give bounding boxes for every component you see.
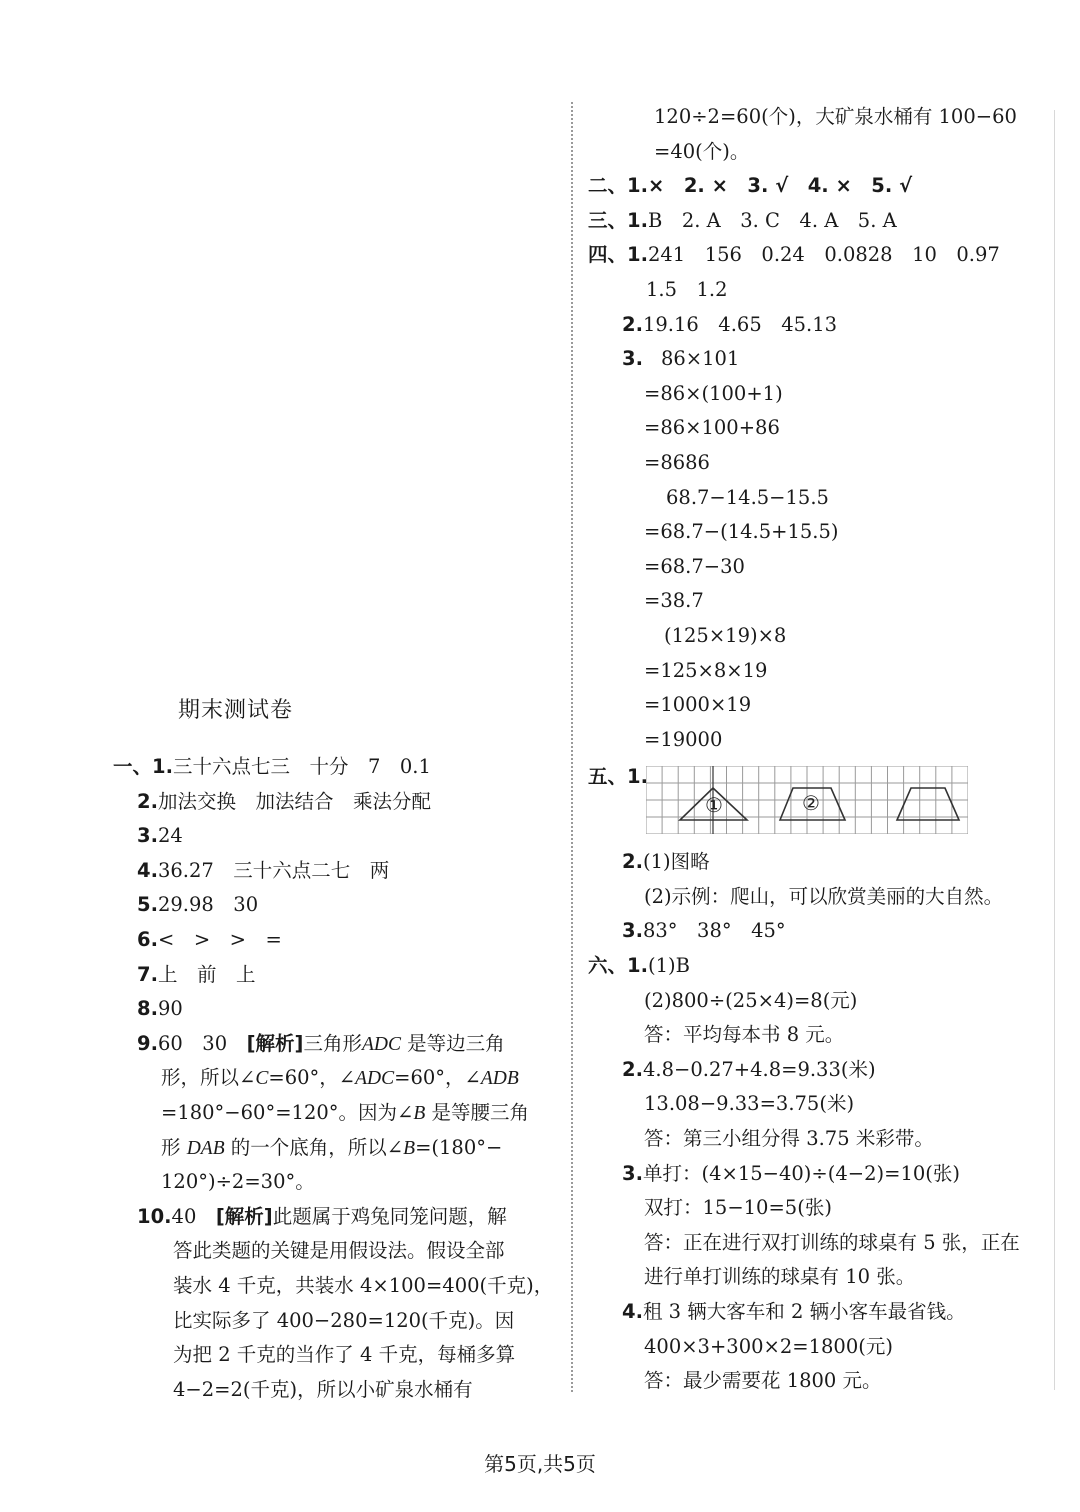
- math-var: DAB: [186, 1137, 225, 1159]
- answer-line: [113, 1061, 563, 1096]
- section-label: 四、1.: [588, 243, 648, 267]
- answer-line: [588, 273, 1053, 308]
- answer-line: [588, 949, 1053, 984]
- left-column: [113, 750, 563, 1407]
- answer-line: [588, 619, 1053, 654]
- answer-line: [588, 169, 1053, 204]
- calc-step: =68.7−(14.5+15.5): [644, 520, 839, 544]
- answer-line: [113, 1234, 563, 1269]
- analysis-text: 120÷2=60(个)，大矿泉水桶有 100−60: [654, 105, 1017, 128]
- analysis-text: =180°−60°=120°。因为∠: [161, 1100, 414, 1124]
- answer-text: 60 30: [157, 1031, 247, 1055]
- answer-line: [113, 1096, 563, 1131]
- math-var: ADC: [361, 1033, 401, 1055]
- answer-line: [588, 515, 1053, 550]
- page-edge-line: [1054, 110, 1055, 1390]
- answer-line: [588, 654, 1053, 689]
- answer-line: [588, 1191, 1053, 1226]
- answer-text: 答：第三小组分得 3.75 米彩带。: [644, 1127, 934, 1151]
- answer-text: 答：最少需要花 1800 元。: [644, 1369, 882, 1393]
- answer-line: [588, 1157, 1053, 1192]
- answer-text: 36.27 三十六点二七 两: [157, 858, 390, 882]
- calc-step: =1000×19: [644, 693, 752, 717]
- answer-line: [588, 481, 1053, 516]
- question-number: 8.: [137, 997, 158, 1021]
- answer-line: [588, 100, 1053, 135]
- analysis-text: 是等腰三角: [425, 1100, 529, 1124]
- answer-line: [113, 1373, 563, 1408]
- answer-text: 加法交换 加法结合 乘法分配: [157, 789, 431, 813]
- section-label: 六、1.: [588, 954, 648, 978]
- answer-text: 40: [171, 1204, 216, 1228]
- answer-line: [588, 1295, 1053, 1330]
- analysis-text: 为把 2 千克的当作了 4 千克，每桶多算: [173, 1343, 516, 1367]
- answer-text: 租 3 辆大客车和 2 辆小客车最省钱。: [642, 1300, 966, 1323]
- page-footer: 第5页,共5页: [484, 1452, 596, 1476]
- question-number: 9.: [137, 1031, 158, 1055]
- answer-text: 上 前 上: [157, 962, 256, 986]
- answer-line: [588, 1087, 1053, 1122]
- answer-line: [588, 1018, 1053, 1053]
- question-number: 2.: [622, 312, 643, 336]
- answer-text: 24: [157, 824, 183, 848]
- answer-line: [113, 785, 563, 820]
- math-var: C: [255, 1068, 269, 1090]
- answer-line: [113, 958, 563, 993]
- answer-text: (1)图略: [642, 850, 710, 874]
- math-var: ADB: [480, 1068, 519, 1090]
- answer-line: [588, 1330, 1053, 1365]
- answer-line: [588, 204, 1053, 239]
- answer-text: 400×3+300×2=1800(元): [644, 1334, 893, 1358]
- answer-text: 进行单打训练的球桌有 10 张。: [644, 1265, 916, 1289]
- answer-line: [588, 342, 1053, 377]
- answer-text: (2)示例：爬山，可以欣赏美丽的大自然。: [644, 884, 1004, 908]
- answer-text: 19.16 4.65 45.13: [642, 312, 838, 336]
- answer-line: [588, 584, 1053, 619]
- analysis-tag: [解析]: [215, 1204, 273, 1228]
- answer-text: (2)800÷(25×4)=8(元): [644, 988, 858, 1012]
- calc-step: (125×19)×8: [664, 623, 787, 647]
- answer-line: [588, 1260, 1053, 1295]
- answer-text: 90: [157, 997, 183, 1021]
- analysis-text: 此题属于鸡兔同笼问题，解: [272, 1204, 507, 1228]
- answer-line: [588, 1226, 1053, 1261]
- answer-text: × 2. × 3. √ 4. × 5. √: [647, 174, 913, 198]
- answer-text: 13.08−9.33=3.75(米): [644, 1092, 855, 1116]
- answer-line: [588, 135, 1053, 170]
- answer-line: [588, 723, 1053, 758]
- answer-text: 241 156 0.24 0.0828 10 0.97: [647, 243, 1000, 267]
- question-number: 2.: [137, 789, 158, 813]
- section-label: 三、1.: [588, 208, 648, 232]
- question-number: 3.: [622, 1161, 643, 1185]
- answer-line: [588, 1364, 1053, 1399]
- answer-line: [113, 1338, 563, 1373]
- section-label: 一、1.: [113, 755, 173, 778]
- math-var: B: [403, 1137, 416, 1159]
- calc-step: =125×8×19: [644, 658, 768, 682]
- grid-svg: [646, 766, 968, 834]
- answer-line: [113, 1269, 563, 1304]
- trapezoid-shape-2: [897, 788, 959, 820]
- answer-line: [588, 1122, 1053, 1157]
- answer-line: [113, 854, 563, 889]
- right-column: [588, 100, 1053, 1399]
- answer-line: [588, 377, 1053, 412]
- calc-step: =38.7: [644, 589, 704, 613]
- calc-step: =86×100+86: [644, 416, 780, 440]
- analysis-text: 是等边三角: [400, 1031, 505, 1055]
- column-divider: [571, 102, 573, 1392]
- question-number: 4.: [137, 858, 158, 882]
- answer-text: B 2. A 3. C 4. A 5. A: [647, 208, 897, 232]
- answer-line: [113, 1131, 563, 1166]
- answer-line: [588, 1053, 1053, 1088]
- answer-line: [588, 880, 1053, 915]
- section-label: 二、1.: [588, 174, 648, 198]
- answer-line: [113, 888, 563, 923]
- answer-line: [588, 550, 1053, 585]
- answer-line: [113, 750, 563, 785]
- math-var: B: [413, 1102, 426, 1124]
- shape-label-1: ①: [705, 793, 723, 817]
- answer-line: [588, 914, 1053, 949]
- answer-line: [113, 923, 563, 958]
- answer-text: 29.98 30: [157, 893, 259, 917]
- analysis-text: =(180°−: [415, 1135, 503, 1159]
- math-var: ADC: [355, 1068, 395, 1090]
- answer-line: [588, 688, 1053, 723]
- answer-line: [588, 845, 1053, 880]
- answer-text: 单打：(4×15−40)÷(4−2)=10(张): [642, 1161, 960, 1185]
- answer-text: 1.5 1.2: [646, 277, 728, 301]
- analysis-text: =60°，∠: [268, 1066, 356, 1090]
- answer-text: 4.8−0.27+4.8=9.33(米): [642, 1057, 876, 1081]
- answer-line: [588, 238, 1053, 273]
- analysis-text: 答此类题的关键是用假设法。假设全部: [173, 1239, 505, 1263]
- analysis-text: 三角形: [303, 1031, 362, 1055]
- section-label: 五、1.: [588, 765, 648, 789]
- calc-step: =86×(100+1): [644, 381, 783, 405]
- question-number: 7.: [137, 962, 158, 986]
- calc-step: =68.7−30: [644, 554, 745, 578]
- question-number: 5.: [137, 893, 158, 917]
- analysis-text: 形，所以∠: [161, 1066, 256, 1090]
- answer-text: < > > =: [157, 927, 282, 951]
- answer-line: [588, 984, 1053, 1019]
- answer-text: (1)B: [647, 954, 690, 978]
- analysis-text: 的一个底角，所以∠: [224, 1135, 404, 1159]
- question-number: 2.: [622, 850, 643, 874]
- answer-text: 三十六点七三 十分 7 0.1: [172, 755, 431, 778]
- answer-line: [113, 1165, 563, 1200]
- answer-line: [588, 446, 1053, 481]
- question-number: 10.: [137, 1204, 172, 1228]
- answer-line: [113, 1027, 563, 1062]
- analysis-text: 装水 4 千克，共装水 4×100=400(千克)，: [173, 1273, 554, 1297]
- answer-line: [588, 411, 1053, 446]
- analysis-text: =40(个)。: [654, 139, 750, 163]
- question-number: 2.: [622, 1057, 643, 1081]
- section-title: 期末测试卷: [178, 698, 294, 723]
- question-number: 6.: [137, 927, 158, 951]
- analysis-text: 比实际多了 400−280=120(千克)。因: [173, 1308, 515, 1332]
- answer-line: [588, 308, 1053, 343]
- answer-text: 答：平均每本书 8 元。: [644, 1023, 845, 1047]
- calc-step: =8686: [644, 450, 710, 474]
- analysis-text: 形: [161, 1135, 187, 1159]
- calc-step: =19000: [644, 727, 723, 751]
- answer-line: [113, 992, 563, 1027]
- grid-figure: [646, 766, 968, 834]
- answer-text: 83° 38° 45°: [642, 919, 786, 943]
- answer-line: [113, 819, 563, 854]
- answer-line: [113, 1304, 563, 1339]
- question-number: 4.: [622, 1300, 643, 1323]
- answer-text: 双打：15−10=5(张): [644, 1196, 832, 1220]
- answer-text: 答：正在进行双打训练的球桌有 5 张，正在: [644, 1230, 1020, 1254]
- analysis-text: 120°)÷2=30°。: [161, 1170, 315, 1194]
- calc-step: 68.7−14.5−15.5: [666, 485, 829, 509]
- question-number: 3.: [622, 919, 643, 943]
- question-number: 3.: [137, 824, 158, 848]
- shape-label-2: ②: [802, 791, 820, 815]
- analysis-text: =60°，∠: [394, 1066, 481, 1090]
- analysis-tag: [解析]: [246, 1031, 304, 1055]
- calc-step: 86×101: [660, 347, 740, 371]
- question-number: 3.: [622, 347, 643, 371]
- analysis-text: 4−2=2(千克)，所以小矿泉水桶有: [173, 1377, 473, 1401]
- answer-line: [113, 1200, 563, 1235]
